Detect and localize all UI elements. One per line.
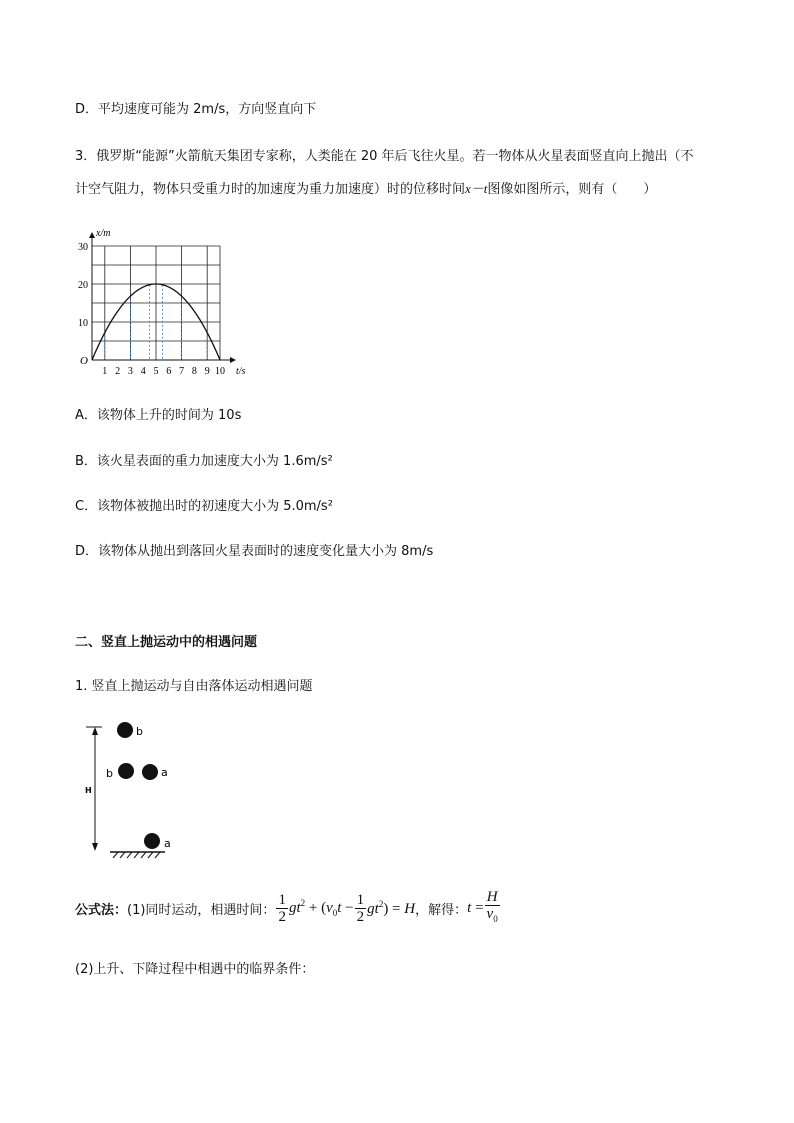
y-axis-label: x/m (96, 228, 111, 239)
q3-option-d: D．该物体从抛出到落回火星表面时的速度变化量大小为 8m/s (75, 544, 434, 559)
x-axis-arrow (230, 357, 236, 363)
fraction-half-2: $\frac{1}{2}$ (356, 891, 365, 925)
q3-stem-line1: 3．俄罗斯“能源”火箭航天集团专家称，人类能在 20 年后飞往火星。若一物体从火星表面竖直向上抛出（不 (75, 149, 694, 164)
x-tick-label: 2 (115, 366, 121, 377)
ball-a-mid (142, 764, 158, 780)
formula-line (75, 886, 501, 930)
ball-b-top (117, 722, 133, 738)
formula-text: (1)同时运动，相遇时间： (127, 902, 276, 918)
xt-chart (70, 222, 260, 380)
formula-expr-2: $gt^2) = H$ (367, 898, 416, 917)
formula-expr: $gt^2 + (v_0t$ − (288, 898, 354, 918)
formula-result: t = (467, 899, 484, 916)
y-tick-label: 20 (78, 280, 88, 291)
q3-option-a: A．该物体上升的时间为 10s (75, 408, 242, 423)
formula-solve: ，解得： (415, 902, 468, 918)
fraction-half: $\frac{1}{2}$ (278, 891, 286, 925)
x-tick-label: 9 (204, 366, 210, 377)
x-axis-label: t/s (236, 366, 246, 377)
x-tick-label: 5 (153, 366, 159, 377)
label-a-mid: a (161, 766, 168, 779)
meeting-diagram (80, 715, 190, 865)
section-item-1: 1. 竖直上抛运动与自由落体运动相遇问题 (75, 679, 313, 694)
x-tick-label: 3 (127, 366, 133, 377)
section-item-2: (2)上升、下降过程中相遇中的临界条件： (75, 962, 315, 977)
ball-a-bottom (144, 833, 160, 849)
q3-stem-line2-post: 图像如图所示，则有（ ） (487, 182, 657, 197)
q3-stem-line2 (75, 179, 656, 200)
fraction-result: $\frac{H}{v_0}$ (486, 889, 498, 924)
x-tick-label: 6 (166, 366, 172, 377)
y-axis-arrow (89, 232, 95, 238)
x-tick-label: 1 (102, 366, 108, 377)
q3-option-c: C．该物体被抛出时的初速度大小为 5.0m/s² (75, 499, 333, 514)
origin-label: O (80, 355, 88, 367)
section-heading: 二、竖直上抛运动中的相遇问题 (75, 635, 258, 650)
h-label: H (85, 786, 92, 795)
ball-b-mid (118, 763, 134, 779)
y-tick-label: 30 (78, 242, 88, 253)
q3-option-b: B．该火星表面的重力加速度大小为 1.6m/s² (75, 454, 333, 469)
q2-option-d: D．平均速度可能为 2m/s，方向竖直向下 (75, 102, 317, 117)
q3-stem-math: x－t (465, 181, 488, 196)
formula-label: 公式法： (75, 902, 128, 918)
x-tick-label: 7 (179, 366, 185, 377)
x-tick-label: 4 (140, 366, 146, 377)
label-a-bottom: a (164, 837, 171, 850)
q3-stem-line2-pre: 计空气阻力，物体只受重力时的加速度为重力加速度）时的位移时间 (75, 182, 466, 197)
label-b-mid: b (106, 767, 113, 780)
x-tick-label: 10 (215, 366, 225, 377)
y-tick-label: 10 (78, 318, 88, 329)
ground (110, 852, 165, 858)
label-b-top: b (136, 725, 143, 738)
x-tick-label: 8 (191, 366, 197, 377)
